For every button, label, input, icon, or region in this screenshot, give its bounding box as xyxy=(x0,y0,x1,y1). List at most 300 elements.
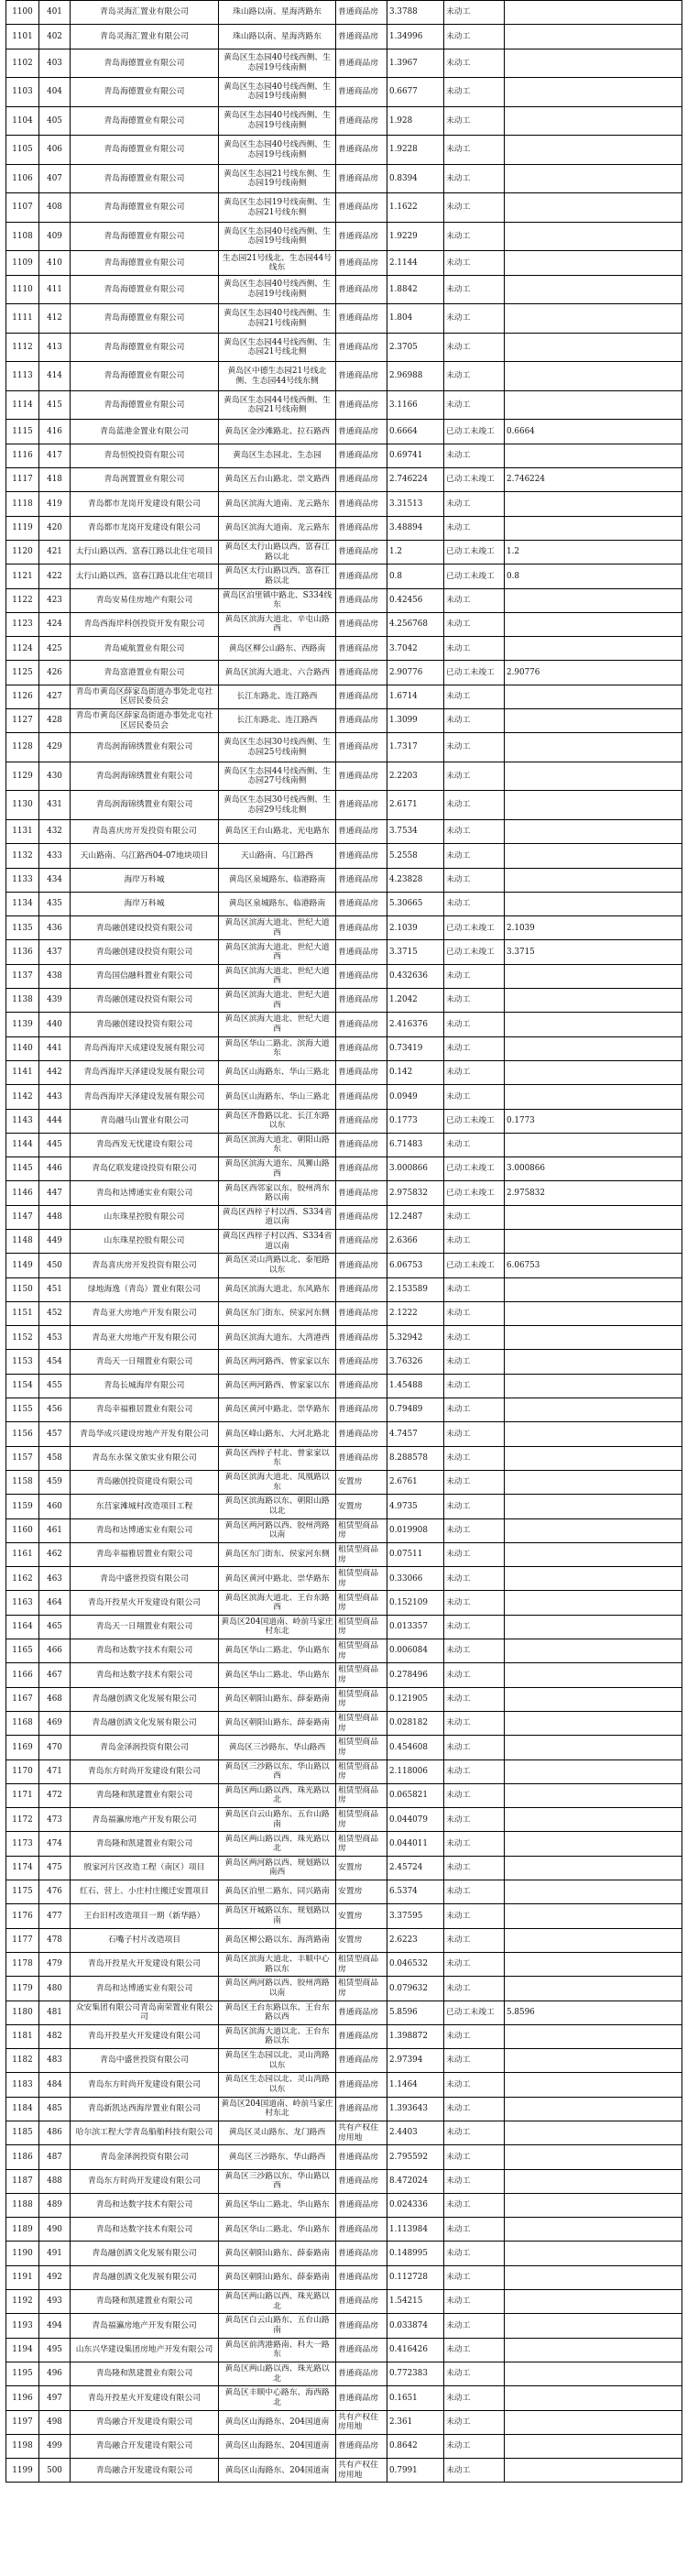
table-row xyxy=(6,685,682,708)
land-use: 普通商品房 xyxy=(336,1181,387,1205)
row-number: 1199 xyxy=(6,2459,39,2483)
undeveloped-area xyxy=(505,1711,682,1735)
development-status: 已动工未竣工 xyxy=(444,1109,505,1133)
land-use: 安置房 xyxy=(336,1904,387,1928)
company-name: 青岛东方时尚开发建设有限公司 xyxy=(71,2169,219,2193)
land-use: 普通商品房 xyxy=(336,685,387,708)
development-status: 未动工 xyxy=(444,2145,505,2169)
undeveloped-area xyxy=(505,2290,682,2314)
undeveloped-area xyxy=(505,2386,682,2410)
undeveloped-area xyxy=(505,193,682,223)
land-area: 4.7457 xyxy=(387,1422,444,1446)
undeveloped-area xyxy=(505,2049,682,2073)
land-use: 租赁型商品房 xyxy=(336,1591,387,1615)
row-number: 1198 xyxy=(6,2434,39,2458)
parcel-id: 484 xyxy=(39,2073,71,2097)
undeveloped-area xyxy=(505,2169,682,2193)
undeveloped-area xyxy=(505,1085,682,1109)
land-location: 黄岛区两山路以西、珠光路以北 xyxy=(219,2362,336,2385)
table-row xyxy=(6,1495,682,1518)
land-location: 黄岛区太行山路以西、富春江路以北 xyxy=(219,565,336,588)
land-location: 黄岛区滨海大道北、世纪大道西 xyxy=(219,1013,336,1036)
table-row xyxy=(6,78,682,107)
row-number: 1178 xyxy=(6,1952,39,1976)
land-use: 普通商品房 xyxy=(336,844,387,868)
land-location: 珠山路以南、星海湾路东 xyxy=(219,1,336,25)
table-row xyxy=(6,136,682,165)
land-use: 普通商品房 xyxy=(336,444,387,467)
row-number: 1149 xyxy=(6,1254,39,1277)
development-status: 未动工 xyxy=(444,222,505,251)
parcel-id: 489 xyxy=(39,2193,71,2217)
table-row xyxy=(6,2049,682,2073)
development-status: 未动工 xyxy=(444,1977,505,2001)
development-status: 未动工 xyxy=(444,2314,505,2338)
company-name: 青岛融创建设投资有限公司 xyxy=(71,1013,219,1036)
undeveloped-area xyxy=(505,251,682,275)
row-number: 1184 xyxy=(6,2097,39,2121)
land-use: 普通商品房 xyxy=(336,362,387,391)
row-number: 1191 xyxy=(6,2265,39,2289)
land-area: 2.746224 xyxy=(387,468,444,492)
row-number: 1133 xyxy=(6,868,39,892)
table-row xyxy=(6,2145,682,2169)
company-name: 青岛长城海岸有限公司 xyxy=(71,1374,219,1398)
row-number: 1171 xyxy=(6,1783,39,1807)
land-use: 普通商品房 xyxy=(336,1085,387,1109)
parcel-id: 496 xyxy=(39,2362,71,2385)
land-use: 普通商品房 xyxy=(336,892,387,915)
land-area: 8.288578 xyxy=(387,1446,444,1470)
parcel-id: 487 xyxy=(39,2145,71,2169)
undeveloped-area xyxy=(505,304,682,334)
table-row xyxy=(6,1856,682,1880)
development-status: 已动工未竣工 xyxy=(444,1254,505,1277)
undeveloped-area: 2.746224 xyxy=(505,468,682,492)
development-status: 未动工 xyxy=(444,2410,505,2434)
company-name: 青岛福瀛房地产开发有限公司 xyxy=(71,1808,219,1832)
table-row xyxy=(6,1687,682,1711)
company-name: 青岛中盛世投资有限公司 xyxy=(71,1567,219,1591)
land-location: 黄岛区太行山路以西、富春江路以北 xyxy=(219,540,336,564)
land-use: 租赁型商品房 xyxy=(336,1808,387,1832)
parcel-id: 434 xyxy=(39,868,71,892)
row-number: 1128 xyxy=(6,733,39,762)
development-status: 未动工 xyxy=(444,275,505,304)
row-number: 1166 xyxy=(6,1663,39,1687)
undeveloped-area: 1.2 xyxy=(505,540,682,564)
land-location: 黄岛区滨海大道北、凤凰路以东 xyxy=(219,1470,336,1494)
undeveloped-area xyxy=(505,49,682,78)
land-use: 普通商品房 xyxy=(336,2386,387,2410)
land-use: 普通商品房 xyxy=(336,940,387,964)
land-area: 5.2558 xyxy=(387,844,444,868)
company-name: 青岛融马山置业有限公司 xyxy=(71,1109,219,1133)
development-status: 未动工 xyxy=(444,136,505,165)
parcel-id: 486 xyxy=(39,2121,71,2144)
row-number: 1125 xyxy=(6,661,39,685)
land-area: 1.113984 xyxy=(387,2218,444,2242)
company-name: 青岛幸福雅居置业有限公司 xyxy=(71,1398,219,1422)
undeveloped-area xyxy=(505,1928,682,1952)
table-row xyxy=(6,1880,682,1904)
land-use: 租赁型商品房 xyxy=(336,1759,387,1783)
land-location: 黄岛区开城路以东、规划路以南 xyxy=(219,1904,336,1928)
row-number: 1186 xyxy=(6,2145,39,2169)
table-row xyxy=(6,1663,682,1687)
land-location: 黄岛区柳公山路东、西路南 xyxy=(219,637,336,661)
land-area: 0.8642 xyxy=(387,2434,444,2458)
table-row xyxy=(6,2459,682,2483)
table-row xyxy=(6,516,682,540)
land-location: 黄岛区金沙滩路北、拉石路西 xyxy=(219,420,336,444)
land-location: 黄岛区山海路东、204国道南 xyxy=(219,2459,336,2483)
undeveloped-area xyxy=(505,989,682,1013)
land-location: 黄岛区滨海大道北、东风路东 xyxy=(219,1277,336,1301)
land-area: 1.2042 xyxy=(387,989,444,1013)
table-row xyxy=(6,1639,682,1663)
development-status: 已动工未竣工 xyxy=(444,420,505,444)
land-area: 0.044079 xyxy=(387,1808,444,1832)
development-status: 未动工 xyxy=(444,1277,505,1301)
land-location: 黄岛区柳公路以东、海湾路南 xyxy=(219,1928,336,1952)
land-use: 租赁型商品房 xyxy=(336,1615,387,1639)
table-row xyxy=(6,588,682,612)
company-name: 青岛海德置业有限公司 xyxy=(71,251,219,275)
company-name: 青岛海德置业有限公司 xyxy=(71,106,219,136)
land-use: 普通商品房 xyxy=(336,916,387,940)
land-use: 租赁型商品房 xyxy=(336,1567,387,1591)
row-number: 1152 xyxy=(6,1326,39,1350)
company-name: 青岛润海锦绣置业有限公司 xyxy=(71,733,219,762)
row-number: 1173 xyxy=(6,1832,39,1856)
land-area: 3.000866 xyxy=(387,1157,444,1181)
parcel-id: 423 xyxy=(39,588,71,612)
land-location: 黄岛区华山二路北、华山路东 xyxy=(219,2218,336,2242)
company-name: 青岛西海岸天泽建设发展有限公司 xyxy=(71,1060,219,1084)
land-location: 黄岛区204国道南、岭前马家庄村东北 xyxy=(219,2097,336,2121)
undeveloped-area xyxy=(505,2314,682,2338)
undeveloped-area xyxy=(505,2024,682,2048)
development-status: 未动工 xyxy=(444,1518,505,1542)
undeveloped-area: 0.8 xyxy=(505,565,682,588)
development-status: 未动工 xyxy=(444,1759,505,1783)
parcel-id: 466 xyxy=(39,1639,71,1663)
land-area: 5.8596 xyxy=(387,2001,444,2024)
parcel-id: 468 xyxy=(39,1687,71,1711)
land-location: 黄岛区生态园40号线西侧、生态园19号线南侧 xyxy=(219,222,336,251)
table-row xyxy=(6,1736,682,1759)
development-status: 未动工 xyxy=(444,1036,505,1060)
row-number: 1114 xyxy=(6,390,39,420)
undeveloped-area xyxy=(505,1567,682,1591)
parcel-id: 419 xyxy=(39,492,71,516)
development-status: 未动工 xyxy=(444,1205,505,1229)
land-area: 3.31513 xyxy=(387,492,444,516)
land-location: 黄岛区三沙路以东、华山路以西 xyxy=(219,2169,336,2193)
parcel-id: 498 xyxy=(39,2410,71,2434)
undeveloped-area xyxy=(505,1518,682,1542)
land-area: 0.454608 xyxy=(387,1736,444,1759)
row-number: 1189 xyxy=(6,2218,39,2242)
undeveloped-area xyxy=(505,1326,682,1350)
company-name: 青岛富港置业有限公司 xyxy=(71,661,219,685)
parcel-id: 432 xyxy=(39,819,71,843)
development-status: 未动工 xyxy=(444,637,505,661)
land-use: 普通商品房 xyxy=(336,1013,387,1036)
undeveloped-area xyxy=(505,1013,682,1036)
land-area: 0.046532 xyxy=(387,1952,444,1976)
row-number: 1144 xyxy=(6,1133,39,1156)
table-row xyxy=(6,2314,682,2338)
table-row xyxy=(6,444,682,467)
row-number: 1176 xyxy=(6,1904,39,1928)
undeveloped-area xyxy=(505,2410,682,2434)
land-use: 普通商品房 xyxy=(336,2314,387,2338)
land-use: 普通商品房 xyxy=(336,1060,387,1084)
company-name: 青岛润海锦绣置业有限公司 xyxy=(71,762,219,791)
row-number: 1139 xyxy=(6,1013,39,1036)
company-name: 青岛东永保文旅实业有限公司 xyxy=(71,1446,219,1470)
land-location: 黄岛区山海路东、204国道南 xyxy=(219,2410,336,2434)
development-status: 未动工 xyxy=(444,1013,505,1036)
company-name: 青岛喜庆房开发投资有限公司 xyxy=(71,819,219,843)
parcel-id: 413 xyxy=(39,333,71,362)
company-name: 青岛幸福雅居置业有限公司 xyxy=(71,1542,219,1566)
land-area: 2.2203 xyxy=(387,762,444,791)
table-row xyxy=(6,1711,682,1735)
company-name: 青岛融创酒文化发展有限公司 xyxy=(71,2265,219,2289)
company-name: 青岛融创酒文化发展有限公司 xyxy=(71,1711,219,1735)
land-location: 黄岛区滨海大道北、世纪大道西 xyxy=(219,940,336,964)
row-number: 1126 xyxy=(6,685,39,708)
land-use: 共有产权住房用地 xyxy=(336,2410,387,2434)
undeveloped-area xyxy=(505,78,682,107)
development-status: 未动工 xyxy=(444,791,505,820)
row-number: 1165 xyxy=(6,1639,39,1663)
table-row xyxy=(6,1205,682,1229)
development-status: 未动工 xyxy=(444,2024,505,2048)
parcel-id: 435 xyxy=(39,892,71,915)
undeveloped-area xyxy=(505,1639,682,1663)
company-name: 山东兴华建设集团房地产开发有限公司 xyxy=(71,2338,219,2362)
company-name: 青岛威航置业有限公司 xyxy=(71,637,219,661)
land-use: 普通商品房 xyxy=(336,2434,387,2458)
undeveloped-area xyxy=(505,333,682,362)
company-name: 哈尔滨工程大学青岛船舶科技有限公司 xyxy=(71,2121,219,2144)
development-status: 未动工 xyxy=(444,333,505,362)
land-use: 普通商品房 xyxy=(336,49,387,78)
company-name: 山东珠星控股有限公司 xyxy=(71,1205,219,1229)
undeveloped-area xyxy=(505,1,682,25)
row-number: 1153 xyxy=(6,1350,39,1374)
company-name: 青岛喜庆房开发投资有限公司 xyxy=(71,1254,219,1277)
land-location: 黄岛区滨海大道北、世纪大道西 xyxy=(219,964,336,988)
land-use: 普通商品房 xyxy=(336,762,387,791)
parcel-id: 474 xyxy=(39,1832,71,1856)
parcel-id: 465 xyxy=(39,1615,71,1639)
row-number: 1167 xyxy=(6,1687,39,1711)
development-status: 未动工 xyxy=(444,1350,505,1374)
undeveloped-area xyxy=(505,1808,682,1832)
table-row xyxy=(6,193,682,223)
company-name: 青岛和达数字技术有限公司 xyxy=(71,1663,219,1687)
land-use: 普通商品房 xyxy=(336,989,387,1013)
land-area: 1.34996 xyxy=(387,25,444,49)
land-use: 普通商品房 xyxy=(336,1326,387,1350)
company-name: 青岛和达博通实业有限公司 xyxy=(71,1977,219,2001)
land-area: 0.024336 xyxy=(387,2193,444,2217)
land-area: 3.37595 xyxy=(387,1904,444,1928)
land-area: 2.45724 xyxy=(387,1856,444,1880)
development-status: 未动工 xyxy=(444,444,505,467)
land-area: 2.3705 xyxy=(387,333,444,362)
company-name: 青岛市黄岛区薛家岛街道办事处北屯社区居民委员会 xyxy=(71,709,219,733)
land-location: 黄岛区滨海路以东、朝阳山路以北 xyxy=(219,1495,336,1518)
company-name: 青岛融合开发建设有限公司 xyxy=(71,2459,219,2483)
row-number: 1107 xyxy=(6,193,39,223)
land-area: 3.1166 xyxy=(387,390,444,420)
row-number: 1104 xyxy=(6,106,39,136)
development-status: 未动工 xyxy=(444,2290,505,2314)
land-use: 普通商品房 xyxy=(336,136,387,165)
land-use: 安置房 xyxy=(336,1495,387,1518)
parcel-id: 421 xyxy=(39,540,71,564)
table-row xyxy=(6,2386,682,2410)
parcel-id: 467 xyxy=(39,1663,71,1687)
land-location: 黄岛区华山二路北、华山路东 xyxy=(219,1639,336,1663)
parcel-id: 417 xyxy=(39,444,71,467)
row-number: 1135 xyxy=(6,916,39,940)
land-use: 普通商品房 xyxy=(336,333,387,362)
parcel-id: 440 xyxy=(39,1013,71,1036)
land-area: 1.804 xyxy=(387,304,444,334)
company-name: 石嘴子村片改造项目 xyxy=(71,1928,219,1952)
land-location: 黄岛区滨海大道北、王台东路西 xyxy=(219,1591,336,1615)
land-use: 普通商品房 xyxy=(336,2193,387,2217)
undeveloped-area xyxy=(505,2145,682,2169)
land-area: 3.3715 xyxy=(387,940,444,964)
company-name: 青岛隆和凯建置业有限公司 xyxy=(71,1783,219,1807)
row-number: 1111 xyxy=(6,304,39,334)
table-row xyxy=(6,2265,682,2289)
undeveloped-area xyxy=(505,222,682,251)
table-row xyxy=(6,2434,682,2458)
table-row xyxy=(6,1157,682,1181)
company-name: 青岛和达博通实业有限公司 xyxy=(71,1181,219,1205)
row-number: 1122 xyxy=(6,588,39,612)
company-name: 太行山路以西、富春江路以北住宅项目 xyxy=(71,540,219,564)
parcel-id: 428 xyxy=(39,709,71,733)
land-use: 普通商品房 xyxy=(336,2145,387,2169)
company-name: 太行山路以西、富春江路以北住宅项目 xyxy=(71,565,219,588)
undeveloped-area xyxy=(505,2362,682,2385)
land-use: 普通商品房 xyxy=(336,25,387,49)
parcel-id: 416 xyxy=(39,420,71,444)
land-use: 租赁型商品房 xyxy=(336,1542,387,1566)
row-number: 1118 xyxy=(6,492,39,516)
company-name: 青岛灵海汇置业有限公司 xyxy=(71,1,219,25)
development-status: 未动工 xyxy=(444,251,505,275)
table-row xyxy=(6,468,682,492)
table-row xyxy=(6,1928,682,1952)
parcel-id: 403 xyxy=(39,49,71,78)
land-use: 普通商品房 xyxy=(336,492,387,516)
table-row xyxy=(6,1326,682,1350)
undeveloped-area xyxy=(505,2265,682,2289)
development-status: 未动工 xyxy=(444,762,505,791)
parcel-id: 424 xyxy=(39,612,71,636)
land-area: 2.1222 xyxy=(387,1301,444,1325)
row-number: 1172 xyxy=(6,1808,39,1832)
table-row xyxy=(6,1060,682,1084)
land-use: 普通商品房 xyxy=(336,819,387,843)
table-row xyxy=(6,275,682,304)
parcel-id: 406 xyxy=(39,136,71,165)
development-status: 未动工 xyxy=(444,1301,505,1325)
land-location: 黄岛区生态园40号线西侧、生态园19号线南侧 xyxy=(219,49,336,78)
land-location: 黄岛区山海路东、华山三路北 xyxy=(219,1085,336,1109)
parcel-id: 478 xyxy=(39,1928,71,1952)
row-number: 1150 xyxy=(6,1277,39,1301)
parcel-id: 469 xyxy=(39,1711,71,1735)
company-name: 众安集团有限公司青岛南荣置业有限公司 xyxy=(71,2001,219,2024)
land-use: 普通商品房 xyxy=(336,1398,387,1422)
land-use: 普通商品房 xyxy=(336,709,387,733)
row-number: 1136 xyxy=(6,940,39,964)
row-number: 1112 xyxy=(6,333,39,362)
undeveloped-area xyxy=(505,1398,682,1422)
undeveloped-area xyxy=(505,1277,682,1301)
table-row xyxy=(6,637,682,661)
undeveloped-area xyxy=(505,1856,682,1880)
land-use: 普通商品房 xyxy=(336,1374,387,1398)
undeveloped-area xyxy=(505,1663,682,1687)
table-row xyxy=(6,844,682,868)
land-location: 黄岛区泉城路东、临港路南 xyxy=(219,892,336,915)
parcel-id: 412 xyxy=(39,304,71,334)
company-name: 青岛中盛世投资有限公司 xyxy=(71,2049,219,2073)
table-row xyxy=(6,1591,682,1615)
table-row xyxy=(6,989,682,1013)
table-row xyxy=(6,1615,682,1639)
development-status: 未动工 xyxy=(444,1808,505,1832)
undeveloped-area xyxy=(505,1783,682,1807)
table-row xyxy=(6,390,682,420)
land-area: 1.393643 xyxy=(387,2097,444,2121)
parcel-id: 477 xyxy=(39,1904,71,1928)
development-status: 未动工 xyxy=(444,2049,505,2073)
parcel-id: 404 xyxy=(39,78,71,107)
undeveloped-area xyxy=(505,1880,682,1904)
row-number: 1132 xyxy=(6,844,39,868)
undeveloped-area xyxy=(505,1374,682,1398)
development-status: 未动工 xyxy=(444,193,505,223)
land-location: 黄岛区五台山路北、崇文路西 xyxy=(219,468,336,492)
row-number: 1140 xyxy=(6,1036,39,1060)
undeveloped-area xyxy=(505,444,682,467)
table-row xyxy=(6,1277,682,1301)
row-number: 1157 xyxy=(6,1446,39,1470)
parcel-id: 405 xyxy=(39,106,71,136)
undeveloped-area xyxy=(505,2193,682,2217)
parcel-id: 429 xyxy=(39,733,71,762)
land-area: 0.6677 xyxy=(387,78,444,107)
undeveloped-area xyxy=(505,2338,682,2362)
land-area: 5.32942 xyxy=(387,1326,444,1350)
development-status: 未动工 xyxy=(444,733,505,762)
parcel-id: 418 xyxy=(39,468,71,492)
